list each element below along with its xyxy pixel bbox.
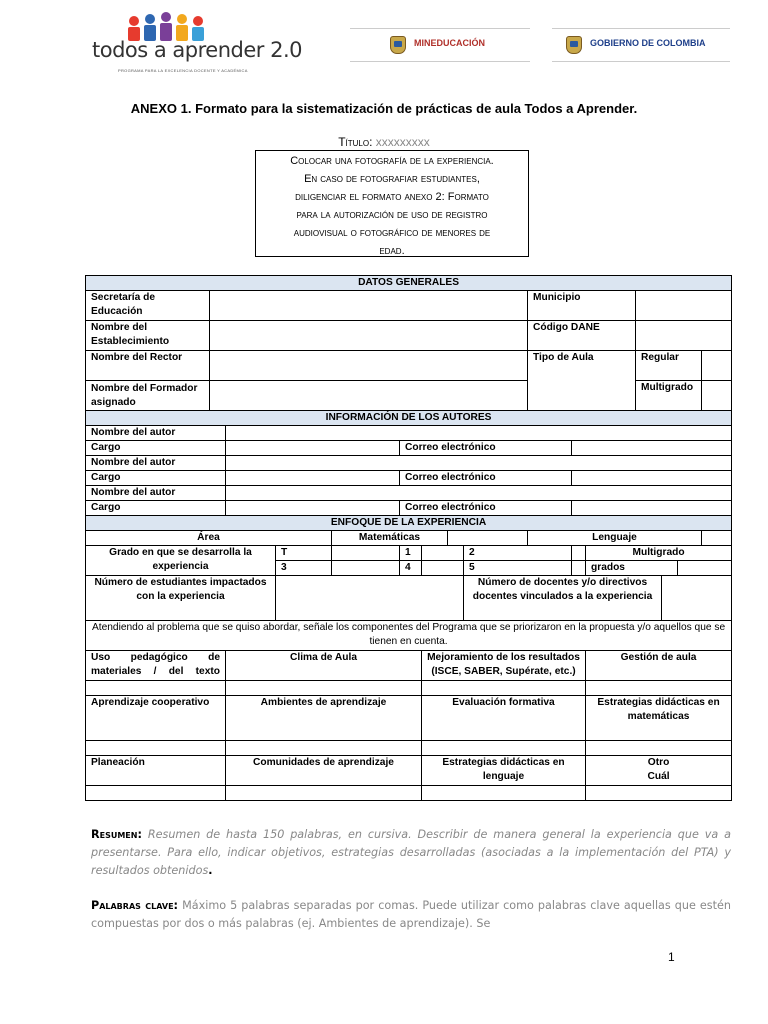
input-nombre-autor[interactable] [226, 426, 732, 441]
photo-line: Colocar una fotografía de la experiencia. [290, 155, 494, 167]
check-grado-t[interactable] [332, 546, 400, 561]
coat-of-arms-icon [390, 36, 406, 54]
check-gestion-aula[interactable] [586, 681, 732, 696]
input-codigo-dane[interactable] [636, 321, 732, 351]
label-correo: Correo electrónico [400, 441, 572, 456]
label-grado-5: 5 [464, 561, 572, 576]
check-grado-5[interactable] [572, 561, 586, 576]
input-num-estudiantes[interactable] [276, 576, 464, 621]
input-otro-cual[interactable] [586, 786, 732, 801]
logo-text: todos a aprender 2.0 [92, 38, 302, 62]
label-formador: Nombre del Formador asignado [86, 381, 210, 411]
check-mejoramiento[interactable] [422, 681, 586, 696]
label-correo: Correo electrónico [400, 471, 572, 486]
check-estrategias-lenguaje[interactable] [422, 786, 586, 801]
label-estrategias-matematicas: Estrategias didácticas en matemáticas [586, 696, 732, 741]
mineducacion-logo [350, 28, 530, 62]
label-num-estudiantes: Número de estudiantes impactados con la experiencia [86, 576, 276, 621]
check-grado-2[interactable] [572, 546, 586, 561]
check-grado-4[interactable] [422, 561, 464, 576]
label-nombre-autor: Nombre del autor [86, 456, 226, 471]
label-uso-pedagogico: Uso pedagógico de materiales / del texto [86, 651, 226, 681]
label-nombre-autor: Nombre del autor [86, 486, 226, 501]
label-mejoramiento: Mejoramiento de los resultados (ISCE, SABER, Supérate, etc.) [422, 651, 586, 681]
palabras-label: Palabras clave: [91, 899, 179, 912]
input-grados[interactable] [678, 561, 732, 576]
check-lenguaje[interactable] [702, 531, 732, 546]
label-nombre-autor: Nombre del autor [86, 426, 226, 441]
label-otro-cual [586, 756, 732, 786]
label-multigrado-enfoque: Multigrado [586, 546, 732, 561]
logo-subtitle: PROGRAMA PARA LA EXCELENCIA DOCENTE Y ACADÉMICA [118, 68, 248, 73]
photo-line: En caso de fotografiar estudiantes, [304, 173, 480, 185]
label-estrategias-lenguaje: Estrategias didácticas en lenguaje [422, 756, 586, 786]
label-cargo: Cargo [86, 441, 226, 456]
label-rector: Nombre del Rector [86, 351, 210, 381]
label-multigrado: Multigrado [636, 381, 702, 411]
label-gestion-aula: Gestión de aula [586, 651, 732, 681]
input-secretaria[interactable] [210, 291, 528, 321]
palabras-clave-paragraph [91, 897, 731, 933]
document-title: ANEXO 1. Formato para la sistematización de prácticas de aula Todos a Aprender. [130, 101, 638, 116]
photo-line: audiovisual o fotográfico de menores de [293, 227, 491, 239]
check-grado-1[interactable] [422, 546, 464, 561]
label-grado-2: 2 [464, 546, 572, 561]
label-cargo: Cargo [86, 471, 226, 486]
label-otro: Otro [647, 757, 670, 768]
check-matematicas[interactable] [448, 531, 528, 546]
check-planeacion[interactable] [86, 786, 226, 801]
section-datos-generales: DATOS GENERALES [86, 276, 732, 291]
section-info-autores: INFORMACIÓN DE LOS AUTORES [86, 411, 732, 426]
label-area: Área [86, 531, 332, 546]
label-comunidades: Comunidades de aprendizaje [226, 756, 422, 786]
input-correo[interactable] [572, 501, 732, 516]
label-secretaria: Secretaría de Educación [86, 291, 210, 321]
check-uso-pedagogico[interactable] [86, 681, 226, 696]
label-planeacion: Planeación [86, 756, 226, 786]
label-grado: Grado en que se desarrolla la experiencia [86, 546, 276, 576]
photo-line: diligenciar el formato anexo 2: Formato [295, 191, 489, 203]
check-regular[interactable] [702, 351, 732, 381]
check-evaluacion[interactable] [422, 741, 586, 756]
label-lenguaje: Lenguaje [528, 531, 702, 546]
resumen-text: Resumen de hasta 150 palabras, en cursiva. Describir de manera general la experiencia que va a presentarse. Para ello, indicar objetivos, estrategias desarrolladas (asociadas a la implementación del PTA) y resultados obtenidos [91, 828, 731, 877]
check-clima-aula[interactable] [226, 681, 422, 696]
label-municipio: Municipio [528, 291, 636, 321]
government-label: GOBIERNO DE COLOMBIA [590, 38, 706, 48]
input-num-docentes[interactable] [662, 576, 732, 621]
gobierno-logo [552, 28, 730, 62]
check-aprendizaje-cooperativo[interactable] [86, 741, 226, 756]
experience-form-table [85, 275, 732, 801]
label-cual: Cuál [647, 771, 670, 782]
label-aprendizaje-cooperativo: Aprendizaje cooperativo [86, 696, 226, 741]
page-number: 1 [668, 950, 675, 964]
label-regular: Regular [636, 351, 702, 381]
coat-of-arms-icon [566, 36, 582, 54]
label-establecimiento: Nombre del Establecimiento [86, 321, 210, 351]
titulo-line [0, 135, 768, 149]
label-grado-t: T [276, 546, 332, 561]
label-evaluacion: Evaluación formativa [422, 696, 586, 741]
label-grado-3: 3 [276, 561, 332, 576]
input-municipio[interactable] [636, 291, 732, 321]
check-multigrado[interactable] [702, 381, 732, 411]
label-num-docentes: Número de docentes y/o directivos docentes vinculados a la experiencia [464, 576, 662, 621]
check-comunidades[interactable] [226, 786, 422, 801]
label-cargo: Cargo [86, 501, 226, 516]
check-estrategias-matematicas[interactable] [586, 741, 732, 756]
input-correo[interactable] [572, 471, 732, 486]
input-nombre-autor[interactable] [226, 456, 732, 471]
label-matematicas: Matemáticas [332, 531, 448, 546]
photo-placeholder[interactable] [255, 150, 529, 257]
input-rector[interactable] [210, 351, 528, 381]
input-establecimiento[interactable] [210, 321, 528, 351]
section-enfoque: ENFOQUE DE LA EXPERIENCIA [86, 516, 732, 531]
input-cargo[interactable] [226, 441, 400, 456]
label-grado-1: 1 [400, 546, 422, 561]
titulo-label: Título: [338, 135, 373, 149]
ministry-label: MINEDUCACIÓN [414, 38, 485, 48]
resumen-label: Resumen: [91, 828, 142, 841]
label-ambientes: Ambientes de aprendizaje [226, 696, 422, 741]
input-correo[interactable] [572, 441, 732, 456]
components-instruction: Atendiendo al problema que se quiso abordar, señale los componentes del Programa que se priorizaron en la propuesta y/o aquellos que se tienen en cuenta. [86, 621, 732, 651]
input-cargo[interactable] [226, 471, 400, 486]
label-grados: grados [586, 561, 678, 576]
input-formador[interactable] [210, 381, 528, 411]
resumen-period: . [208, 864, 213, 877]
label-tipo-aula: Tipo de Aula [528, 351, 636, 411]
input-nombre-autor[interactable] [226, 486, 732, 501]
palabras-text: Máximo 5 palabras separadas por comas. Puede utilizar como palabras clave aquellas que estén compuestas por dos o más palabras (ej. Ambientes de aprendizaje). Se [91, 899, 731, 930]
check-ambientes[interactable] [226, 741, 422, 756]
label-codigo-dane: Código DANE [528, 321, 636, 351]
label-grado-4: 4 [400, 561, 422, 576]
titulo-value[interactable]: xxxxxxxxx [375, 135, 430, 149]
resumen-paragraph [91, 826, 731, 880]
input-cargo[interactable] [226, 501, 400, 516]
check-grado-3[interactable] [332, 561, 400, 576]
label-correo: Correo electrónico [400, 501, 572, 516]
photo-line: edad. [379, 245, 405, 257]
photo-line: para la autorización de uso de registro [296, 209, 488, 221]
label-clima-aula: Clima de Aula [226, 651, 422, 681]
